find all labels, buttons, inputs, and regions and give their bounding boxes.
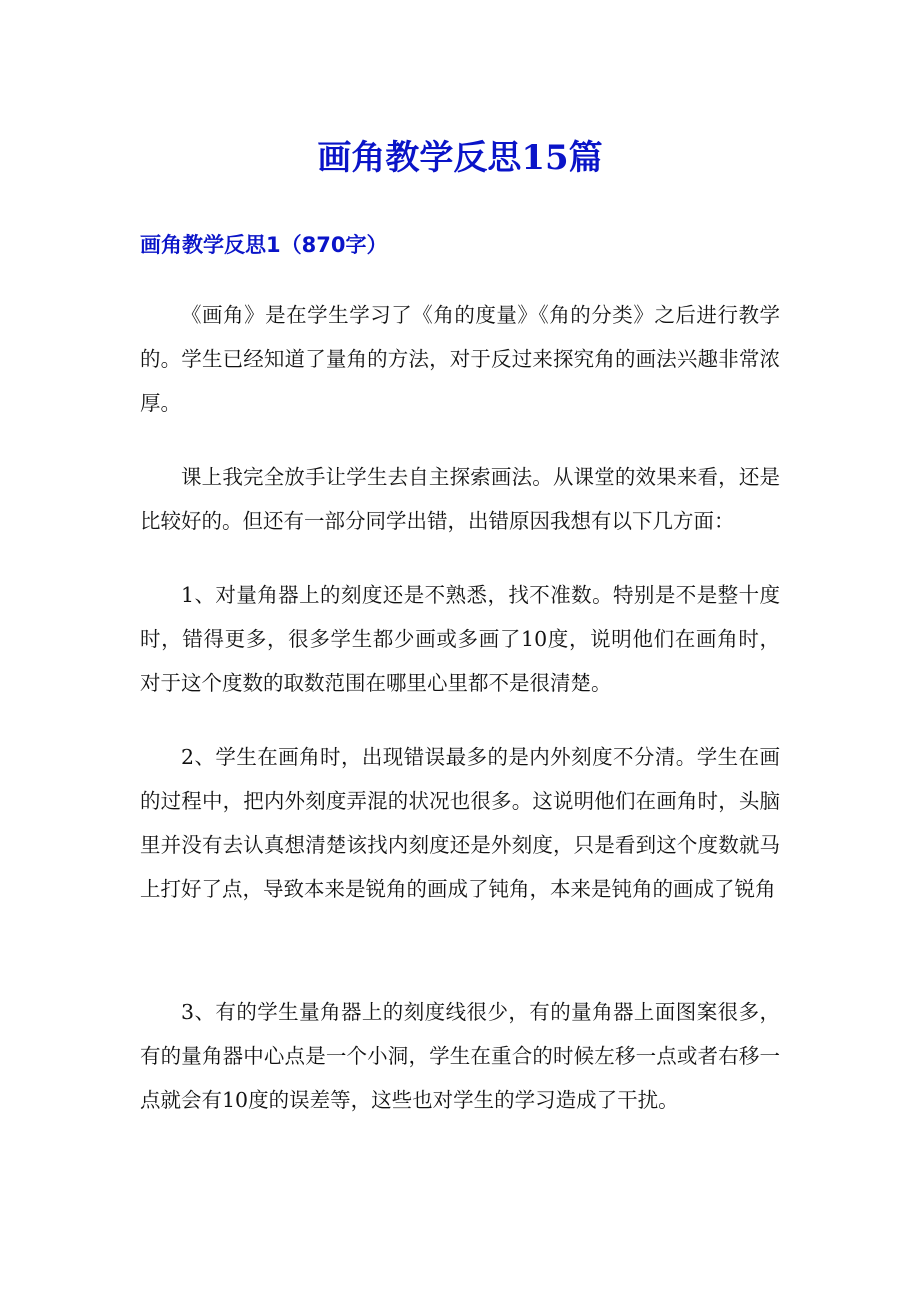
section-heading: 画角教学反思1（870字） — [140, 233, 388, 257]
paragraph-2: 课上我完全放手让学生去自主探索画法。从课堂的效果来看，还是比较好的。但还有一部分同学出错，出错原因我想有以下几方面： — [140, 465, 780, 533]
paragraph-3: 1、对量角器上的刻度还是不熟悉，找不准数。特别是不是整十度时，错得更多，很多学生都少画或多画了10度，说明他们在画角时，对于这个度数的取数范围在哪里心里都不是很清楚。 — [140, 583, 780, 695]
document-title: 画角教学反思15篇 — [317, 138, 603, 178]
paragraph-1: 《画角》是在学生学习了《角的度量》《角的分类》之后进行教学的。学生已经知道了量角的方法，对于反过来探究角的画法兴趣非常浓厚。 — [140, 303, 780, 415]
paragraph-4: 2、学生在画角时，出现错误最多的是内外刻度不分清。学生在画的过程中，把内外刻度弄混的状况也很多。这说明他们在画角时，头脑里并没有去认真想清楚该找内刻度还是外刻度，只是看到这个度数就马上打好了点，导致本来是锐角的画成了钝角，本来是钝角的画成了锐角 — [140, 745, 780, 901]
paragraph-5: 3、有的学生量角器上的刻度线很少，有的量角器上面图案很多，有的量角器中心点是一个小洞，学生在重合的时候左移一点或者右移一点就会有10度的误差等，这些也对学生的学习造成了干扰。 — [140, 1000, 780, 1112]
